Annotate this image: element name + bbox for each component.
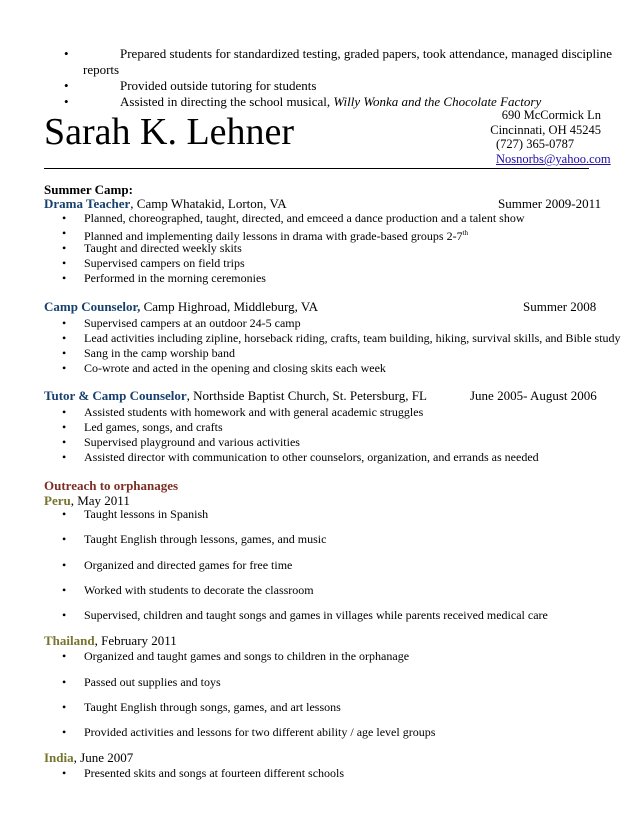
list-item-text: Passed out supplies and toys <box>84 675 221 689</box>
list-item-text: Provided outside tutoring for students <box>120 78 317 93</box>
list-item-text: Taught English through lessons, games, and music <box>84 532 327 546</box>
trip-date: , May 2011 <box>70 493 130 508</box>
list-item-text: Taught English through songs, games, and art lessons <box>84 700 341 714</box>
job-title: Tutor & Camp Counselor <box>44 388 187 403</box>
section-heading-summer-camp: Summer Camp: <box>44 182 133 197</box>
bullet-icon: • <box>62 675 67 689</box>
list-item-text-plain: Assisted in directing the school musical, <box>120 94 334 109</box>
list-item-continuation: reports <box>83 62 120 77</box>
job-dates: June 2005- August 2006 <box>470 388 597 403</box>
bullet-icon: • <box>62 649 67 663</box>
list-item-text: Prepared students for standardized testing, graded papers, took attendance, managed discipline <box>120 46 613 61</box>
job-place: , Camp Whatakid, Lorton, VA <box>130 196 287 211</box>
list-item-text: Sang in the camp worship band <box>84 346 235 360</box>
bullet-icon: • <box>62 435 67 449</box>
bullet-icon: • <box>62 316 67 330</box>
job-title-line <box>44 196 287 212</box>
trip-country: India <box>44 750 74 765</box>
email-link[interactable]: Nosnorbs@yahoo.com <box>496 152 611 166</box>
city-line: Cincinnati, OH 45245 <box>490 123 601 137</box>
trip-date: , June 2007 <box>73 750 134 765</box>
trip-title-line <box>44 633 177 649</box>
bullet-icon: • <box>62 256 67 270</box>
job-title-line <box>44 388 427 404</box>
musical-title: Willy Wonka and the Chocolate Factory <box>333 94 542 109</box>
job-title: Camp Counselor, <box>44 299 141 314</box>
list-item-text: Organized and taught games and songs to children in the orphanage <box>84 649 410 663</box>
list-item-text: Lead activities including zipline, horseback riding, crafts, team building, hiking, survival skills, and Bible study <box>84 331 621 345</box>
bullet-icon: • <box>62 507 67 521</box>
trip-country: Thailand <box>44 633 95 648</box>
bullet-icon: • <box>64 78 69 93</box>
list-item-text-plain: Planned and implementing daily lessons in drama with grade-based groups 2-7 <box>84 229 463 243</box>
trip-country: Peru <box>44 493 71 508</box>
list-item-text: Performed in the morning ceremonies <box>84 271 266 285</box>
contact-block <box>490 108 601 138</box>
list-item-text: Supervised campers on field trips <box>84 256 245 270</box>
resume-name: Sarah K. Lehner <box>44 111 295 153</box>
bullet-icon: • <box>62 346 67 360</box>
bullet-icon: • <box>62 700 67 714</box>
list-item-text: Provided activities and lessons for two different ability / age level groups <box>84 725 436 739</box>
job-dates: Summer 2008 <box>523 299 597 314</box>
list-item-text: Taught and directed weekly skits <box>84 241 242 255</box>
list-item-text: Presented skits and songs at fourteen different schools <box>84 766 345 780</box>
job-place: Camp Highroad, Middleburg, VA <box>140 299 318 314</box>
list-item-text <box>120 94 541 109</box>
bullet-icon: • <box>64 46 69 61</box>
job-place: , Northside Baptist Church, St. Petersburg, FL <box>186 388 427 403</box>
list-item-text: Co-wrote and acted in the opening and closing skits each week <box>84 361 386 375</box>
bullet-icon: • <box>62 241 67 255</box>
job-title: Drama Teacher <box>44 196 131 211</box>
bullet-icon: • <box>64 94 69 109</box>
section-heading-outreach: Outreach to orphanages <box>44 478 179 493</box>
list-item-text: Assisted students with homework and with general academic struggles <box>84 405 424 419</box>
list-item-text: Supervised playground and various activities <box>84 435 300 449</box>
list-item-text: Supervised, children and taught songs and games in villages while parents received medical care <box>84 608 548 622</box>
list-item-text: Supervised campers at an outdoor 24-5 camp <box>84 316 301 330</box>
bullet-icon: • <box>62 331 67 345</box>
list-item-text: Assisted director with communication to other counselors, organization, and errands as needed <box>84 450 539 464</box>
bullet-icon: • <box>62 558 67 572</box>
list-item-text: Worked with students to decorate the classroom <box>84 583 314 597</box>
bullet-icon: • <box>62 725 67 739</box>
job-dates: Summer 2009-2011 <box>498 196 602 211</box>
address-line: 690 McCormick Ln <box>501 108 601 122</box>
bullet-icon: • <box>62 420 67 434</box>
trip-date: , February 2011 <box>94 633 177 648</box>
bullet-icon: • <box>62 211 67 225</box>
list-item-text: Taught lessons in Spanish <box>84 507 209 521</box>
ordinal-suffix: th <box>462 229 469 237</box>
phone-line: (727) 365-0787 <box>496 137 575 151</box>
bullet-icon: • <box>62 271 67 285</box>
bullet-icon: • <box>62 583 67 597</box>
job-title-line <box>44 299 318 315</box>
header-divider <box>44 168 589 169</box>
trip-title-line <box>44 750 133 766</box>
bullet-icon: • <box>62 608 67 622</box>
bullet-icon: • <box>62 405 67 419</box>
list-item-text: Organized and directed games for free time <box>84 558 293 572</box>
bullet-icon: • <box>62 766 67 780</box>
bullet-icon: • <box>62 226 67 240</box>
bullet-icon: • <box>62 532 67 546</box>
list-item-text: Led games, songs, and crafts <box>84 420 223 434</box>
bullet-icon: • <box>62 361 67 375</box>
bullet-icon: • <box>62 450 67 464</box>
list-item-text: Planned, choreographed, taught, directed, and emceed a dance production and a talent show <box>84 211 525 225</box>
